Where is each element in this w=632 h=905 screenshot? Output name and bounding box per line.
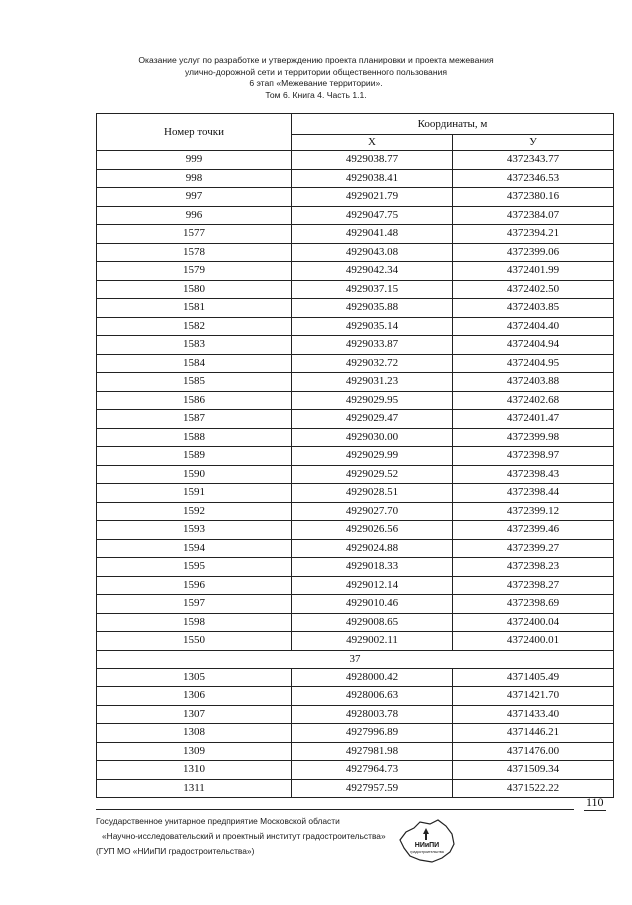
cell-y: 4372346.53 — [453, 169, 614, 188]
cell-point-number: 1307 — [97, 705, 292, 724]
cell-point-number: 1550 — [97, 632, 292, 651]
cell-y: 4372398.44 — [453, 484, 614, 503]
table-row — [97, 206, 614, 225]
cell-y: 4371405.49 — [453, 668, 614, 687]
table-row — [97, 484, 614, 503]
cell-point-number: 1577 — [97, 225, 292, 244]
cell-x: 4927981.98 — [292, 742, 453, 761]
table-row — [97, 779, 614, 798]
cell-point-number: 1311 — [97, 779, 292, 798]
cell-point-number: 1309 — [97, 742, 292, 761]
table-row — [97, 391, 614, 410]
header-line-2: улично-дорожной сети и территории общественного пользования — [184, 66, 448, 77]
header-coordinates: Координаты, м — [292, 114, 614, 135]
cell-x: 4929033.87 — [292, 336, 453, 355]
cell-x: 4928003.78 — [292, 705, 453, 724]
cell-point-number: 1585 — [97, 373, 292, 392]
cell-point-number: 1305 — [97, 668, 292, 687]
cell-x: 4929026.56 — [292, 521, 453, 540]
table-row — [97, 465, 614, 484]
table-row — [97, 742, 614, 761]
institute-logo-icon — [396, 818, 458, 864]
table-row — [97, 705, 614, 724]
table-row — [97, 169, 614, 188]
table-body-section-1 — [97, 151, 614, 651]
cell-point-number: 997 — [97, 188, 292, 207]
cell-point-number: 1579 — [97, 262, 292, 281]
cell-point-number: 1593 — [97, 521, 292, 540]
group-label: 37 — [97, 650, 614, 668]
cell-y: 4372400.04 — [453, 613, 614, 632]
header-point-number: Номер точки — [97, 114, 292, 151]
header-line-4: Том 6. Книга 4. Часть 1.1. — [265, 89, 367, 100]
table-row — [97, 243, 614, 262]
table-row — [97, 299, 614, 318]
cell-point-number: 1308 — [97, 724, 292, 743]
cell-y: 4372404.40 — [453, 317, 614, 336]
cell-x: 4929035.14 — [292, 317, 453, 336]
cell-x: 4929010.46 — [292, 595, 453, 614]
page-number: 110 — [586, 795, 604, 809]
logo-text: НИиПИ — [414, 842, 440, 849]
cell-point-number: 1589 — [97, 447, 292, 466]
footer-line-1: Государственное унитарное предприятие Московской области — [96, 816, 340, 826]
cell-point-number: 1306 — [97, 687, 292, 706]
cell-y: 4372399.46 — [453, 521, 614, 540]
cell-x: 4929029.95 — [292, 391, 453, 410]
cell-x: 4929032.72 — [292, 354, 453, 373]
cell-point-number: 1597 — [97, 595, 292, 614]
cell-point-number: 1596 — [97, 576, 292, 595]
cell-y: 4372402.50 — [453, 280, 614, 299]
cell-y: 4372404.94 — [453, 336, 614, 355]
cell-point-number: 1310 — [97, 761, 292, 780]
cell-y: 4372404.95 — [453, 354, 614, 373]
cell-point-number: 1598 — [97, 613, 292, 632]
cell-y: 4372398.23 — [453, 558, 614, 577]
cell-point-number: 998 — [97, 169, 292, 188]
table-row — [97, 539, 614, 558]
cell-y: 4371446.21 — [453, 724, 614, 743]
cell-x: 4929018.33 — [292, 558, 453, 577]
document-footer — [96, 814, 386, 859]
cell-y: 4372403.85 — [453, 299, 614, 318]
cell-x: 4928000.42 — [292, 668, 453, 687]
cell-x: 4929031.23 — [292, 373, 453, 392]
cell-x: 4929041.48 — [292, 225, 453, 244]
cell-y: 4372399.27 — [453, 539, 614, 558]
cell-y: 4371421.70 — [453, 687, 614, 706]
table-row — [97, 668, 614, 687]
cell-y: 4372400.01 — [453, 632, 614, 651]
table-row — [97, 613, 614, 632]
table-row — [97, 373, 614, 392]
header-line-1: Оказание услуг по разработке и утверждению проекта планировки и проекта межевания — [138, 55, 494, 65]
cell-x: 4927957.59 — [292, 779, 453, 798]
cell-y: 4372401.47 — [453, 410, 614, 429]
cell-y: 4372380.16 — [453, 188, 614, 207]
cell-y: 4372398.97 — [453, 447, 614, 466]
cell-point-number: 1587 — [97, 410, 292, 429]
cell-x: 4929035.88 — [292, 299, 453, 318]
table-row — [97, 336, 614, 355]
cell-x: 4929038.77 — [292, 151, 453, 170]
cell-point-number: 1591 — [97, 484, 292, 503]
table-row — [97, 502, 614, 521]
cell-point-number: 1578 — [97, 243, 292, 262]
cell-point-number: 1580 — [97, 280, 292, 299]
table-row — [97, 521, 614, 540]
cell-x: 4929038.41 — [292, 169, 453, 188]
cell-x: 4929024.88 — [292, 539, 453, 558]
cell-x: 4929043.08 — [292, 243, 453, 262]
table-row — [97, 225, 614, 244]
footer-line-2: «Научно-исследовательский и проектный институт градостроительства» — [102, 831, 386, 841]
cell-y: 4372399.12 — [453, 502, 614, 521]
footer-line-3: (ГУП МО «НИиПИ градостроительства») — [96, 846, 255, 856]
cell-point-number: 1592 — [97, 502, 292, 521]
footer-divider — [96, 809, 574, 810]
cell-y: 4371522.22 — [453, 779, 614, 798]
cell-x: 4929002.11 — [292, 632, 453, 651]
table-row — [97, 724, 614, 743]
table-row — [97, 354, 614, 373]
cell-y: 4372401.99 — [453, 262, 614, 281]
cell-x: 4929012.14 — [292, 576, 453, 595]
cell-x: 4929029.52 — [292, 465, 453, 484]
table-row — [97, 761, 614, 780]
table-body-section-2 — [97, 668, 614, 798]
cell-y: 4372384.07 — [453, 206, 614, 225]
cell-point-number: 1590 — [97, 465, 292, 484]
cell-y: 4372403.88 — [453, 373, 614, 392]
table-row — [97, 410, 614, 429]
cell-point-number: 1595 — [97, 558, 292, 577]
cell-x: 4928006.63 — [292, 687, 453, 706]
cell-point-number: 1586 — [97, 391, 292, 410]
header-line-3: 6 этап «Межевание территории». — [249, 78, 383, 89]
table-row — [97, 447, 614, 466]
cell-x: 4929027.70 — [292, 502, 453, 521]
cell-x: 4927996.89 — [292, 724, 453, 743]
coordinates-table — [96, 113, 614, 798]
table-row — [97, 262, 614, 281]
group-row — [97, 650, 614, 668]
cell-y: 4372398.27 — [453, 576, 614, 595]
cell-y: 4371476.00 — [453, 742, 614, 761]
table-row — [97, 595, 614, 614]
table-row — [97, 151, 614, 170]
cell-y: 4371509.34 — [453, 761, 614, 780]
header-x: X — [292, 135, 453, 151]
cell-point-number: 1581 — [97, 299, 292, 318]
header-y: У — [453, 135, 614, 151]
cell-x: 4929008.65 — [292, 613, 453, 632]
document-header — [0, 55, 632, 101]
cell-y: 4372343.77 — [453, 151, 614, 170]
cell-point-number: 1588 — [97, 428, 292, 447]
cell-y: 4372399.98 — [453, 428, 614, 447]
cell-x: 4929042.34 — [292, 262, 453, 281]
cell-x: 4929029.47 — [292, 410, 453, 429]
cell-y: 4372398.43 — [453, 465, 614, 484]
cell-x: 4929028.51 — [292, 484, 453, 503]
cell-x: 4927964.73 — [292, 761, 453, 780]
table-row — [97, 632, 614, 651]
cell-point-number: 999 — [97, 151, 292, 170]
cell-x: 4929029.99 — [292, 447, 453, 466]
cell-x: 4929021.79 — [292, 188, 453, 207]
cell-x: 4929037.15 — [292, 280, 453, 299]
table-row — [97, 428, 614, 447]
table-row — [97, 280, 614, 299]
cell-point-number: 996 — [97, 206, 292, 225]
cell-y: 4372399.06 — [453, 243, 614, 262]
table-group-section — [97, 650, 614, 668]
cell-y: 4372402.68 — [453, 391, 614, 410]
table-row — [97, 687, 614, 706]
cell-x: 4929047.75 — [292, 206, 453, 225]
cell-y: 4371433.40 — [453, 705, 614, 724]
table-row — [97, 558, 614, 577]
table-row — [97, 188, 614, 207]
cell-y: 4372398.69 — [453, 595, 614, 614]
cell-y: 4372394.21 — [453, 225, 614, 244]
logo-subtext: градостроительства — [410, 850, 444, 854]
cell-point-number: 1582 — [97, 317, 292, 336]
table-row — [97, 317, 614, 336]
cell-point-number: 1584 — [97, 354, 292, 373]
cell-point-number: 1594 — [97, 539, 292, 558]
cell-x: 4929030.00 — [292, 428, 453, 447]
cell-point-number: 1583 — [97, 336, 292, 355]
table-row — [97, 576, 614, 595]
